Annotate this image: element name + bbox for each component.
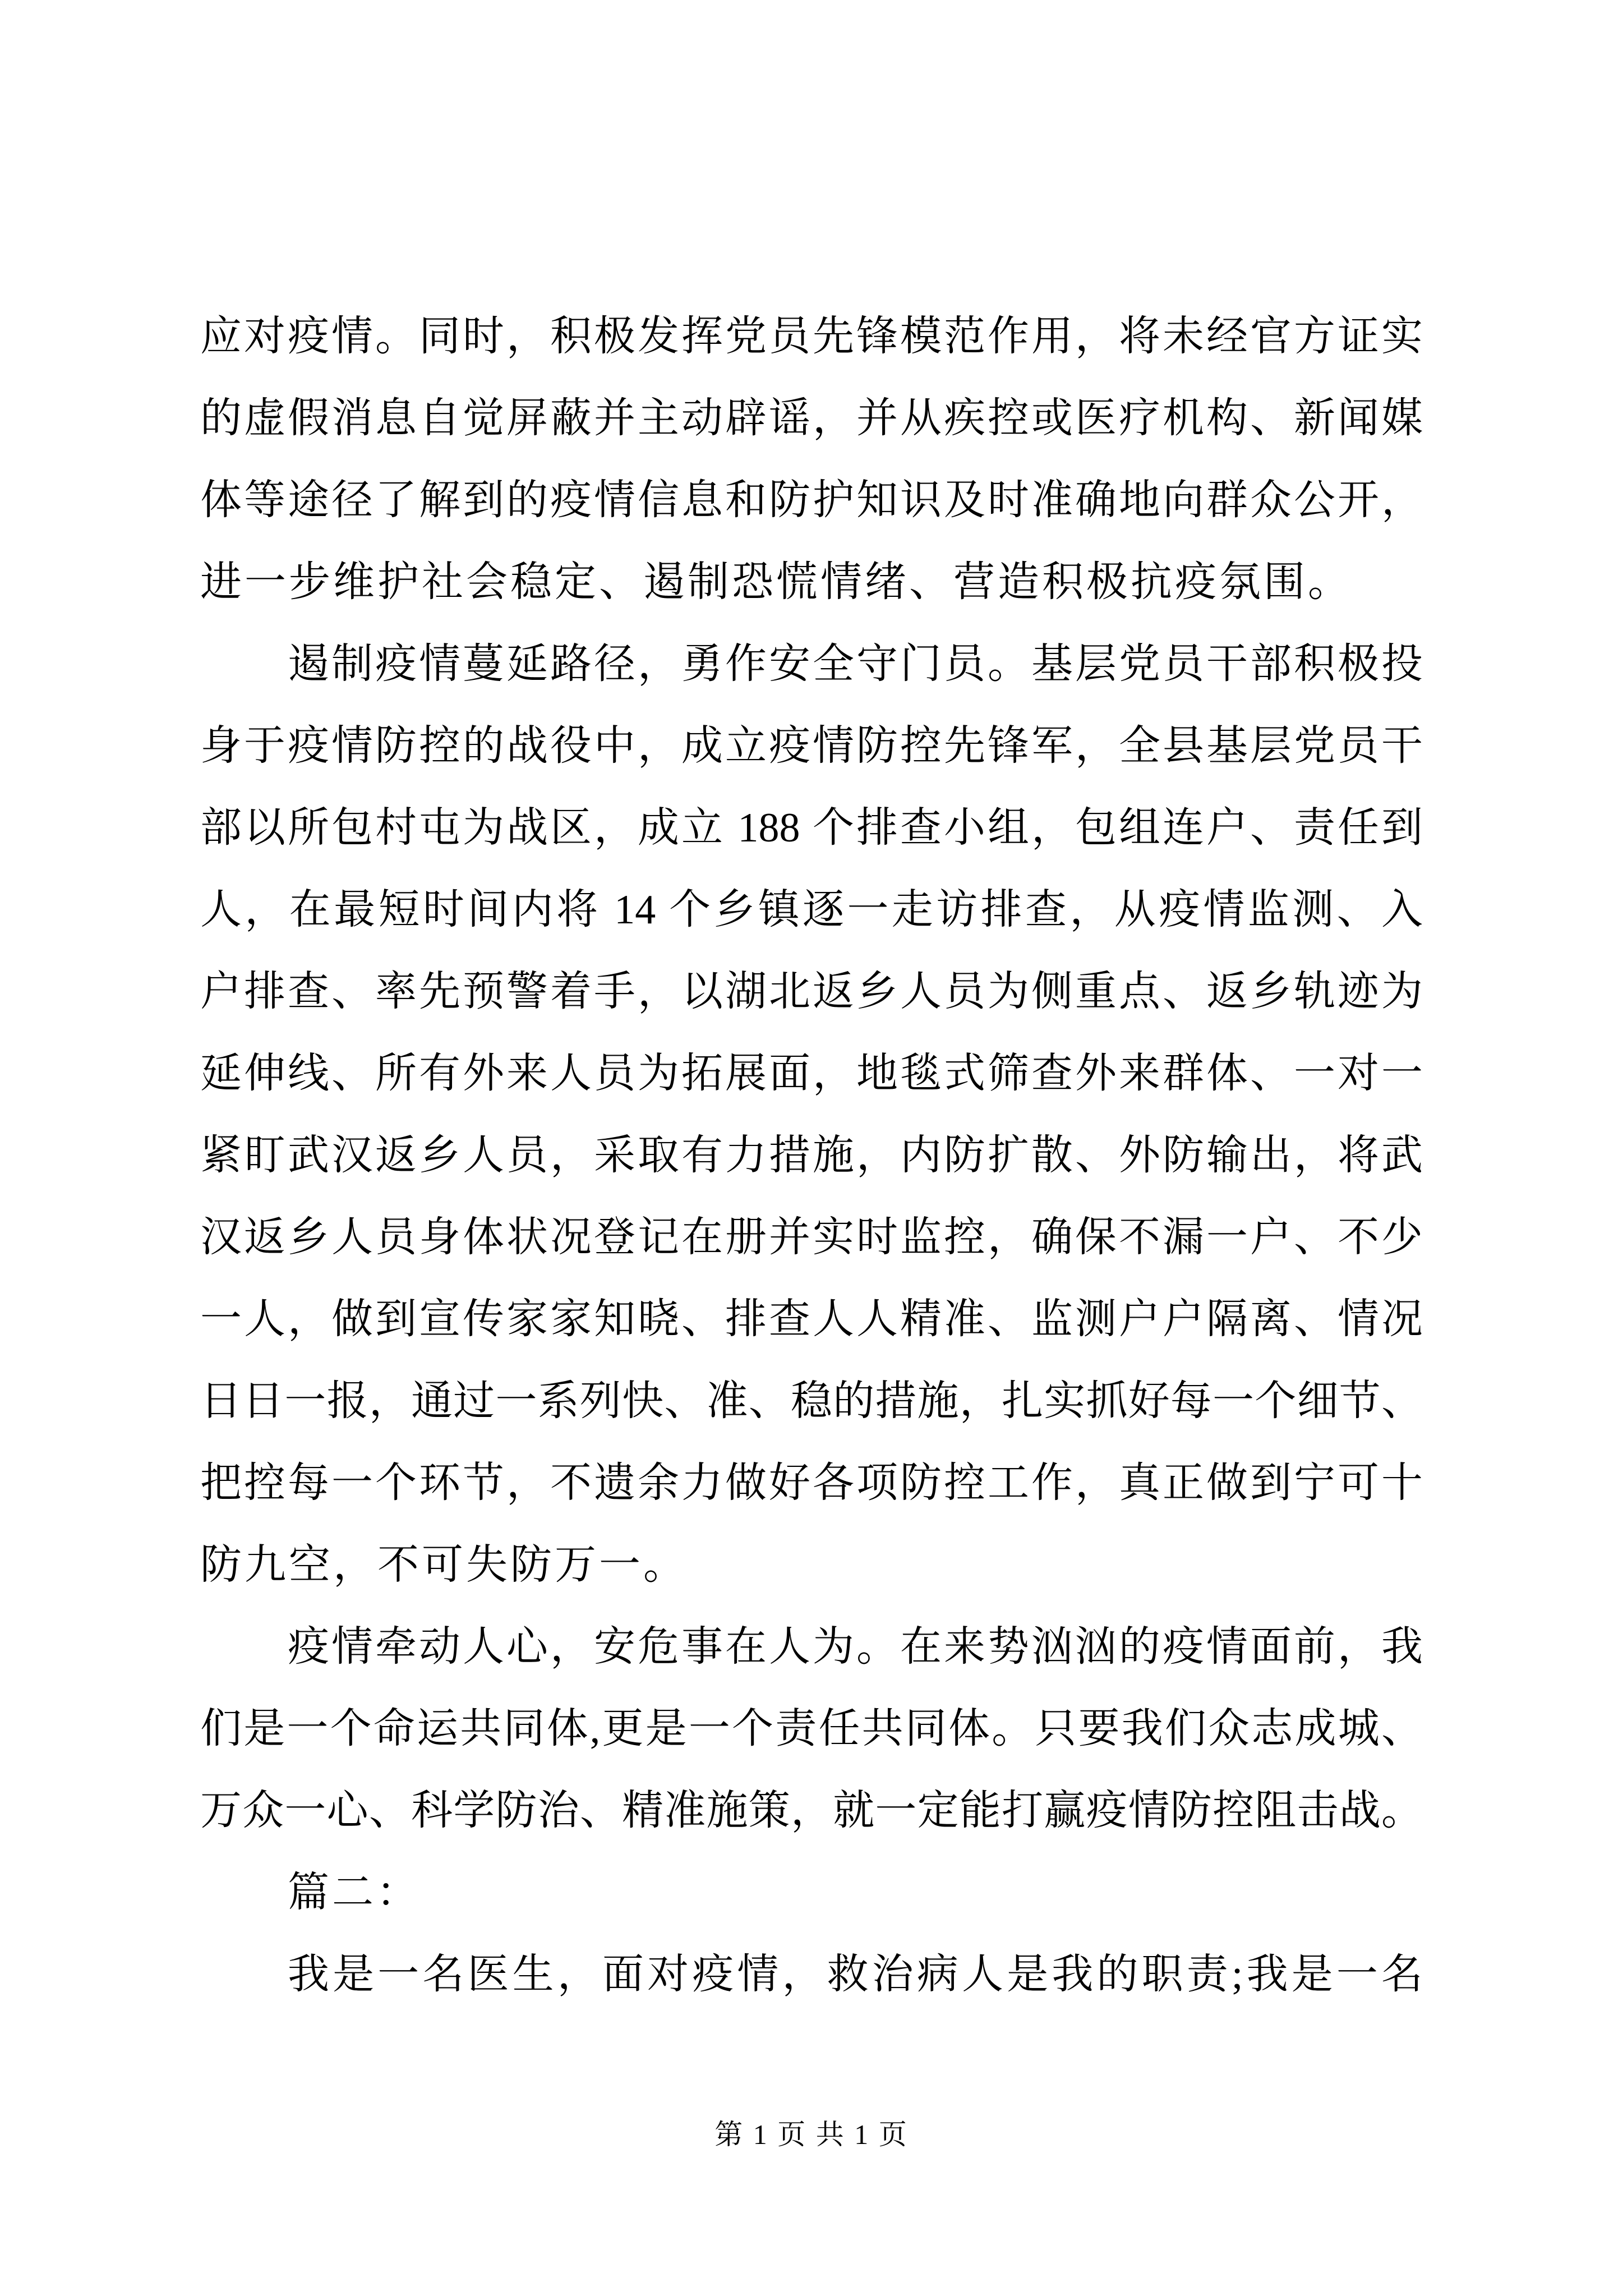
text-line-2: 的虚假消息自觉屏蔽并主动辟谣，并从疾控或医疗机构、新闻媒 — [200, 395, 1423, 441]
text-line-12: 汉返乡人员身体状况登记在册并实时监控，确保不漏一户、不少 — [200, 1214, 1423, 1260]
page-footer: 第 1 页 共 1 页 — [714, 2119, 909, 2150]
text-line-9: 户排查、率先预警着手，以湖北返乡人员为侧重点、返乡轨迹为 — [200, 969, 1423, 1015]
text-line-18: 们是一个命运共同体,更是一个责任共同体。只要我们众志成城、 — [200, 1706, 1423, 1752]
text-line-1: 应对疫情。同时，积极发挥党员先锋模范作用，将未经官方证实 — [200, 314, 1423, 360]
text-line-16: 防九空，不可失防万一。 — [200, 1542, 688, 1588]
text-line-8: 人，在最短时间内将 14 个乡镇逐一走访排查，从疫情监测、入 — [200, 887, 1423, 933]
text-line-13: 一人，做到宣传家家知晓、排查人人精准、监测户户隔离、情况 — [200, 1296, 1423, 1342]
text-line-14: 日日一报，通过一系列快、准、稳的措施，扎实抓好每一个细节、 — [200, 1378, 1423, 1424]
document-text-block — [200, 296, 1423, 2016]
text-line-20: 篇二： — [288, 1870, 421, 1916]
text-line-11: 紧盯武汉返乡人员，采取有力措施，内防扩散、外防输出，将武 — [200, 1133, 1423, 1179]
text-line-4: 进一步维护社会稳定、遏制恐慌情绪、营造积极抗疫氛围。 — [200, 559, 1352, 605]
text-line-21: 我是一名医生，面对疫情，救治病人是我的职责;我是一名 — [288, 1952, 1423, 1998]
text-line-10: 延伸线、所有外来人员为拓展面，地毯式筛查外来群体、一对一 — [200, 1051, 1423, 1097]
text-line-15: 把控每一个环节，不遗余力做好各项防控工作，真正做到宁可十 — [200, 1460, 1423, 1506]
text-line-3: 体等途径了解到的疫情信息和防护知识及时准确地向群众公开， — [200, 477, 1423, 523]
text-line-5: 遏制疫情蔓延路径，勇作安全守门员。基层党员干部积极投 — [288, 641, 1423, 687]
text-line-6: 身于疫情防控的战役中，成立疫情防控先锋军，全县基层党员干 — [200, 723, 1423, 769]
text-line-17: 疫情牵动人心，安危事在人为。在来势汹汹的疫情面前，我 — [288, 1624, 1423, 1670]
text-line-7: 部以所包村屯为战区，成立 188 个排查小组，包组连户、责任到 — [200, 805, 1423, 851]
text-line-19: 万众一心、科学防治、精准施策，就一定能打赢疫情防控阻击战。 — [200, 1788, 1423, 1834]
